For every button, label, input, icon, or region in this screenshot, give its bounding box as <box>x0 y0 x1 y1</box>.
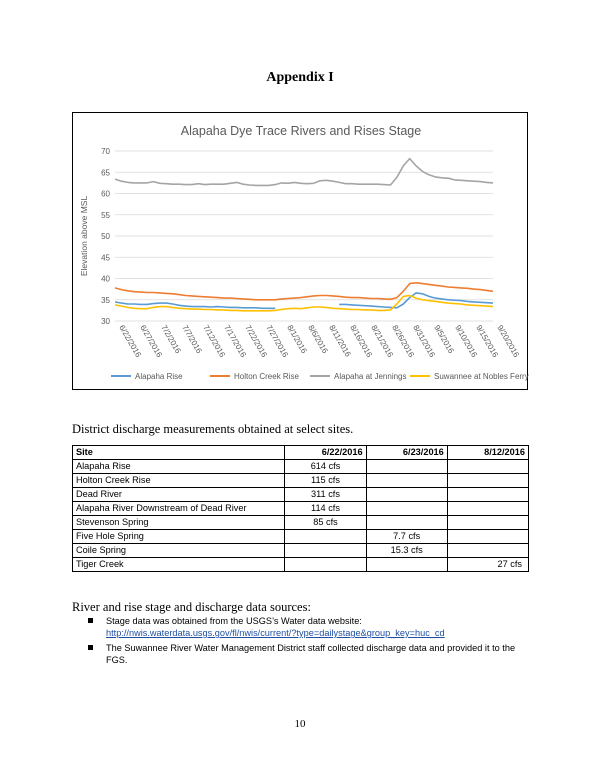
source-text: Stage data was obtained from the USGS’s Water data website: <box>106 616 362 626</box>
list-item <box>72 642 532 666</box>
table-header-row <box>73 446 529 460</box>
table-row <box>73 516 529 530</box>
table-row <box>73 558 529 572</box>
table-cell <box>366 474 447 488</box>
discharge-table <box>72 445 529 572</box>
chart-title: Alapaha Dye Trace Rivers and Rises Stage <box>180 124 422 138</box>
table-cell <box>447 530 528 544</box>
x-tick-label: 8/21/2016 <box>369 323 395 359</box>
table-cell: Tiger Creek <box>73 558 285 572</box>
y-tick-label: 40 <box>101 274 110 284</box>
list-item <box>72 615 532 639</box>
x-tick-label: 8/1/2016 <box>285 323 309 355</box>
x-tick-label: 8/6/2016 <box>306 323 330 355</box>
x-tick-label: 7/27/2016 <box>264 323 290 359</box>
x-tick-label: 6/22/2016 <box>117 323 143 359</box>
page-heading: Appendix I <box>266 70 334 85</box>
table-cell: 7.7 cfs <box>366 530 447 544</box>
x-tick-label: 7/7/2016 <box>180 323 204 355</box>
discharge-intro: District discharge measurements obtained at select sites. <box>72 422 354 436</box>
y-tick-label: 50 <box>101 232 110 241</box>
table-cell <box>366 516 447 530</box>
x-tick-label: 9/10/2016 <box>453 323 479 359</box>
table-cell: 15.3 cfs <box>366 544 447 558</box>
y-tick-label: 30 <box>101 317 110 326</box>
x-tick-label: 9/15/2016 <box>474 323 500 359</box>
table-cell: 115 cfs <box>285 474 366 488</box>
table-cell <box>447 516 528 530</box>
table-cell <box>285 544 366 558</box>
stage-chart <box>72 112 528 390</box>
table-cell: 614 cfs <box>285 460 366 474</box>
legend-label: Alapaha Rise <box>135 372 183 381</box>
legend-label: Alapaha at Jennings <box>334 372 407 381</box>
table-header-cell: Site <box>73 446 285 460</box>
table-cell <box>447 474 528 488</box>
stage-chart-svg <box>73 113 529 391</box>
table-row <box>73 530 529 544</box>
x-tick-label: 7/12/2016 <box>201 323 227 359</box>
table-cell: Five Hole Spring <box>73 530 285 544</box>
sources-list <box>72 615 532 669</box>
bullet-icon <box>88 618 93 623</box>
y-tick-label: 55 <box>101 210 110 220</box>
x-tick-label: 7/17/2016 <box>222 323 248 359</box>
usgs-link[interactable]: http://nwis.waterdata.usgs.gov/fl/nwis/current/?type=dailystage&group_key=huc_cd <box>106 628 445 638</box>
table-cell: 85 cfs <box>285 516 366 530</box>
table-header-cell: 6/23/2016 <box>366 446 447 460</box>
y-tick-label: 70 <box>101 147 110 156</box>
table-cell <box>366 488 447 502</box>
x-tick-label: 8/26/2016 <box>390 323 416 359</box>
y-tick-label: 65 <box>101 168 110 178</box>
table-row <box>73 544 529 558</box>
table-cell <box>447 460 528 474</box>
table-cell: Dead River <box>73 488 285 502</box>
x-tick-label: 9/20/2016 <box>495 323 521 359</box>
table-cell <box>447 544 528 558</box>
table-cell <box>366 460 447 474</box>
table-row <box>73 488 529 502</box>
table-cell <box>285 558 366 572</box>
x-tick-label: 8/16/2016 <box>348 323 374 359</box>
table-cell: Alapaha River Downstream of Dead River <box>73 502 285 516</box>
page-number: 10 <box>294 718 306 730</box>
table-header-cell: 8/12/2016 <box>447 446 528 460</box>
table-cell <box>366 558 447 572</box>
table-row <box>73 460 529 474</box>
x-tick-label: 7/2/2016 <box>159 323 183 355</box>
table-cell <box>447 502 528 516</box>
series-line <box>115 293 493 308</box>
table-cell <box>366 502 447 516</box>
table-cell: 311 cfs <box>285 488 366 502</box>
y-tick-label: 35 <box>101 295 110 305</box>
source-text: The Suwannee River Water Management District staff collected discharge data and provided it to the FGS. <box>106 643 516 665</box>
x-tick-label: 9/5/2016 <box>432 323 456 355</box>
table-cell <box>285 530 366 544</box>
legend-label: Holton Creek Rise <box>234 372 299 381</box>
x-tick-label: 8/31/2016 <box>411 323 437 359</box>
table-cell: Holton Creek Rise <box>73 474 285 488</box>
table-cell: Coile Spring <box>73 544 285 558</box>
table-header-cell: 6/22/2016 <box>285 446 366 460</box>
y-tick-label: 45 <box>101 253 110 263</box>
legend-label: Suwannee at Nobles Ferry <box>434 372 529 381</box>
x-tick-label: 6/27/2016 <box>138 323 164 359</box>
y-tick-label: 60 <box>101 189 110 199</box>
table-row <box>73 474 529 488</box>
x-tick-label: 7/22/2016 <box>243 323 269 359</box>
table-row <box>73 502 529 516</box>
table-cell: 114 cfs <box>285 502 366 516</box>
table-cell <box>447 488 528 502</box>
table-cell: Stevenson Spring <box>73 516 285 530</box>
sources-heading: River and rise stage and discharge data sources: <box>72 600 311 614</box>
y-axis-label: Elevation above MSL <box>79 195 89 277</box>
series-line <box>115 283 493 300</box>
x-tick-label: 8/11/2016 <box>327 323 353 359</box>
table-cell: 27 cfs <box>447 558 528 572</box>
table-cell: Alapaha Rise <box>73 460 285 474</box>
bullet-icon <box>88 645 93 650</box>
